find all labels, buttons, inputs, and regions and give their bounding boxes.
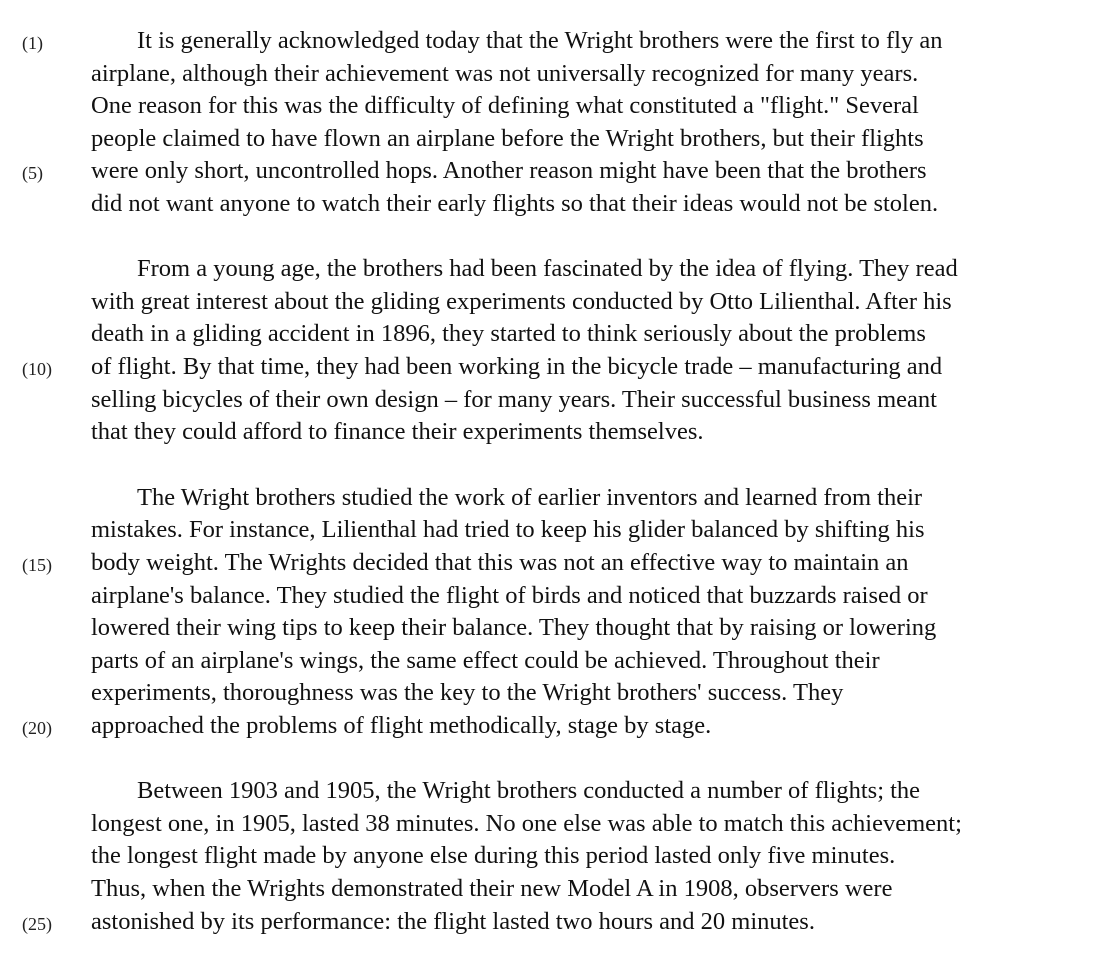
passage-line: people claimed to have flown an airplane before the Wright brothers, but their flights <box>91 125 924 152</box>
passage-line: lowered their wing tips to keep their balance. They thought that by raising or lowering <box>91 614 937 641</box>
passage-line: the longest flight made by anyone else during this period lasted only five minutes. <box>91 842 896 869</box>
passage-line: parts of an airplane's wings, the same effect could be achieved. Throughout their <box>91 647 880 674</box>
passage-line: were only short, uncontrolled hops. Another reason might have been that the brothers <box>91 157 927 184</box>
line-number-5: (5) <box>22 163 43 183</box>
line-number-25: (25) <box>22 914 52 934</box>
passage-line: It is generally acknowledged today that the Wright brothers were the first to fly an <box>137 27 943 54</box>
passage-line: body weight. The Wrights decided that this was not an effective way to maintain an <box>91 549 909 576</box>
passage-line: experiments, thoroughness was the key to the Wright brothers' success. They <box>91 679 844 706</box>
passage-line: of flight. By that time, they had been working in the bicycle trade – manufacturing and <box>91 353 943 380</box>
line-number-10: (10) <box>22 359 52 379</box>
passage-line: astonished by its performance: the flight lasted two hours and 20 minutes. <box>91 908 815 935</box>
passage-line: with great interest about the gliding experiments conducted by Otto Lilienthal. After his <box>91 288 952 315</box>
passage-line: mistakes. For instance, Lilienthal had tried to keep his glider balanced by shifting his <box>91 516 925 543</box>
passage-line: Between 1903 and 1905, the Wright brothers conducted a number of flights; the <box>137 777 921 804</box>
passage-line: airplane's balance. They studied the flight of birds and noticed that buzzards raised or <box>91 582 928 609</box>
passage-line: that they could afford to finance their experiments themselves. <box>91 418 704 445</box>
passage-line: From a young age, the brothers had been fascinated by the idea of flying. They read <box>137 255 958 282</box>
passage-line: approached the problems of flight methodically, stage by stage. <box>91 712 712 739</box>
line-number-15: (15) <box>22 555 52 575</box>
passage-line: death in a gliding accident in 1896, they started to think seriously about the problems <box>91 320 926 347</box>
line-number-20: (20) <box>22 718 52 738</box>
passage-line: The Wright brothers studied the work of earlier inventors and learned from their <box>137 484 923 511</box>
passage-line: airplane, although their achievement was not universally recognized for many years. <box>91 60 919 87</box>
passage-line: longest one, in 1905, lasted 38 minutes. No one else was able to match this achievement; <box>91 810 962 837</box>
line-number-1: (1) <box>22 33 43 53</box>
passage-line: selling bicycles of their own design – for many years. Their successful business meant <box>91 386 937 413</box>
passage-line: Thus, when the Wrights demonstrated their new Model A in 1908, observers were <box>91 875 893 902</box>
passage-line: One reason for this was the difficulty of defining what constituted a "flight." Several <box>91 92 919 119</box>
passage-line: did not want anyone to watch their early flights so that their ideas would not be stolen. <box>91 190 939 217</box>
